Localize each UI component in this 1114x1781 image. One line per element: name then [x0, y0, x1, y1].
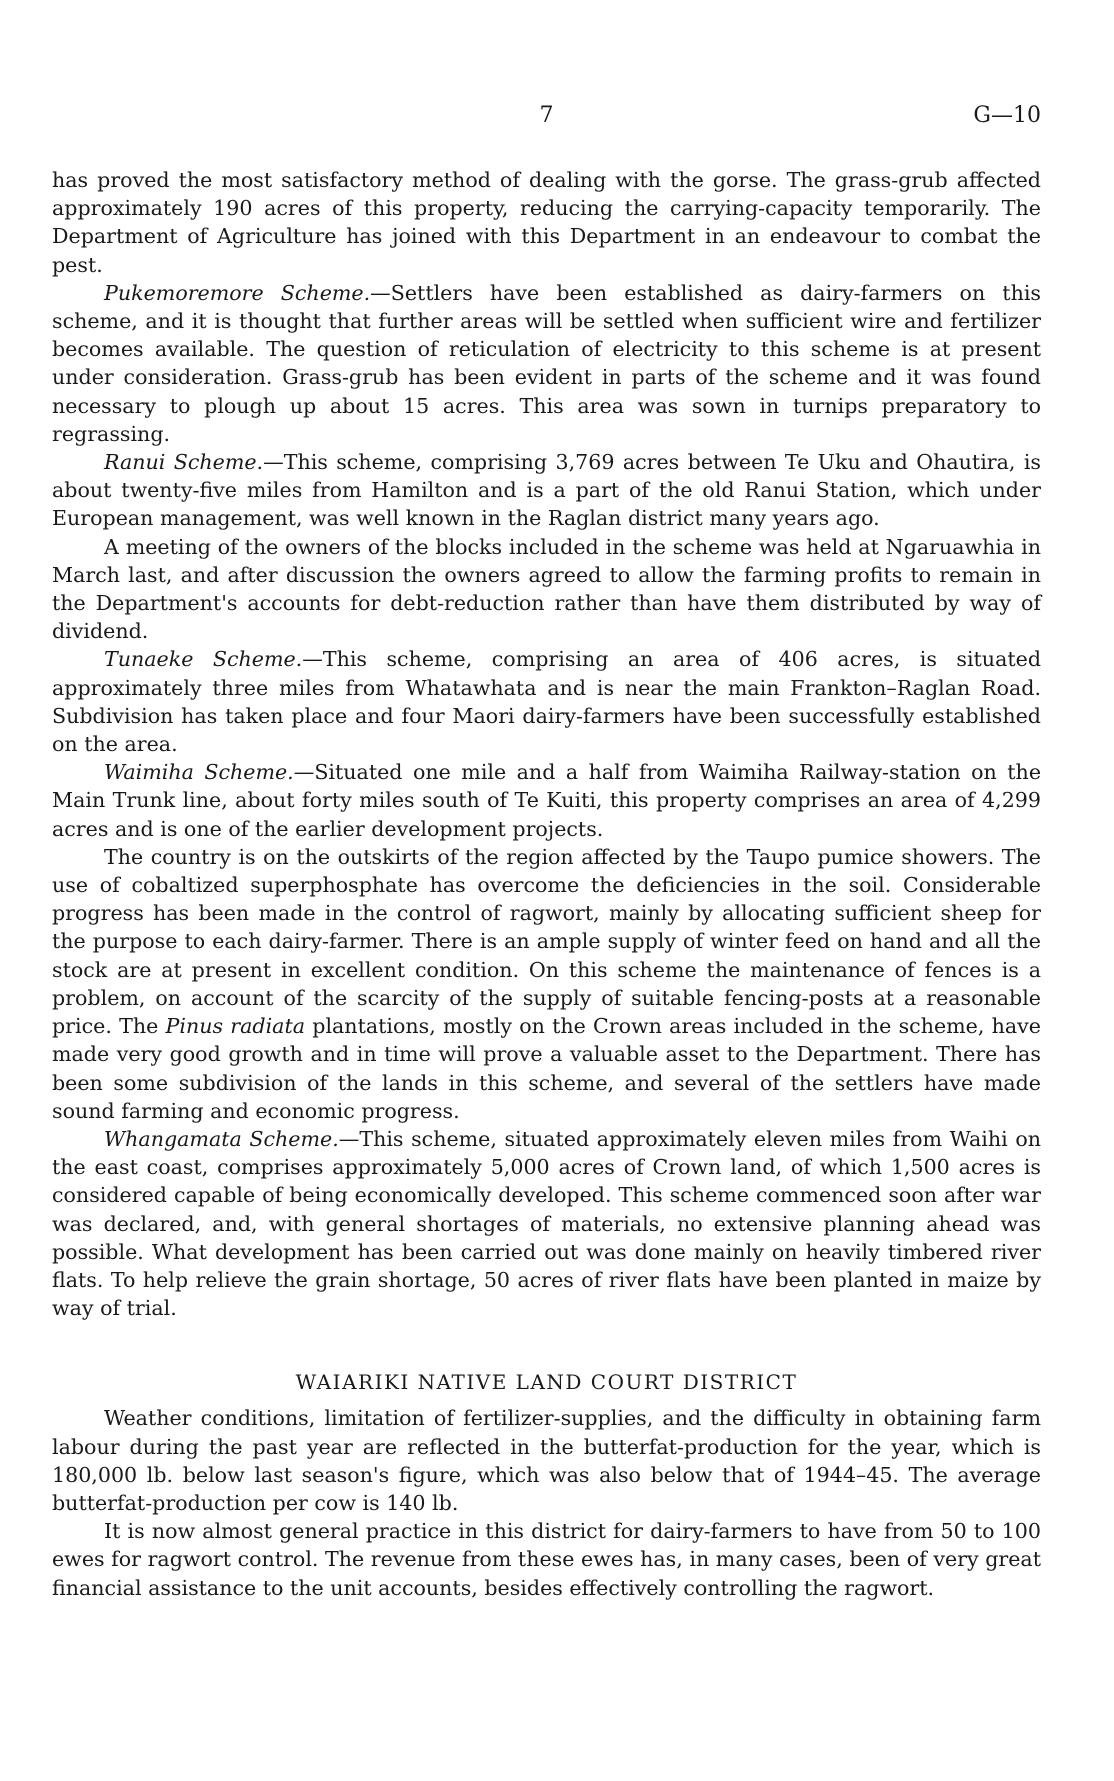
species-name: Pinus radiata	[165, 1014, 306, 1039]
page-header	[52, 96, 1041, 136]
paragraph-text: plantations, mostly on the Crown areas included in the scheme, have made very good growth and in time will prove a valuable asset to the Department. There has been some subdivision of the lands in this scheme, and several of the settlers have made sound farming and economic progress.	[52, 1014, 1041, 1123]
paragraph-ranui	[52, 448, 1041, 533]
scheme-title: Whangamata Scheme.	[104, 1126, 339, 1151]
scheme-title: Waimiha Scheme.	[104, 760, 294, 785]
paragraph-text: Weather conditions, limitation of fertilizer-supplies, and the difficulty in obtaining farm labour during the past year are reflected in the butterfat-production for the year, which is 180,000 lb. below last season's figure, which was also below that of 1944–45. The average butterfat-production per cow is 140 lb.	[52, 1406, 1041, 1515]
document-body	[52, 166, 1041, 1602]
paragraph-text: —Situated one mile and a half from Waimiha Railway-station on the Main Trunk line, about forty miles south of Te Kuiti, this property comprises an area of 4,299 acres and is one of the earlier development projects.	[52, 760, 1042, 841]
paragraph-text: —This scheme, comprising an area of 406 acres, is situated approximately three miles from Whatawhata and is near the main Frankton–Raglan Road. Subdivision has taken place and four Maori dairy-farmers have been successfully established on the area.	[52, 647, 1041, 757]
scheme-title: Tunaeke Scheme.	[104, 647, 303, 672]
paragraph	[52, 1404, 1041, 1517]
paragraph	[52, 533, 1041, 646]
paragraph-tunaeke	[52, 645, 1041, 758]
paragraph-text: has proved the most satisfactory method of dealing with the gorse. The grass-grub affected approximately 190 acres of this property, reducing the carrying-capacity temporarily. The Department of Agriculture has joined with this Department in an endeavour to combat the pest.	[52, 168, 1041, 277]
paragraph-text: —This scheme, situated approximately eleven miles from Waihi on the east coast, comprises approximately 5,000 acres of Crown land, of which 1,500 acres is considered capable of being economically developed. This scheme commenced soon after war was declared, and, with general shortages of materials, no extensive planning ahead was possible. What development has been carried out was done mainly on heavily timbered river flats. To help relieve the grain shortage, 50 acres of river flats have been planted in maize by way of trial.	[52, 1126, 1041, 1321]
paragraph-text: —This scheme, comprising 3,769 acres between Te Uku and Ohautira, is about twenty-five miles from Hamilton and is a part of the old Ranui Station, which under European management, was well known in the Raglan district many years ago.	[52, 450, 1041, 531]
section-heading: WAIARIKI NATIVE LAND COURT DISTRICT	[295, 1370, 798, 1395]
paragraph-waimiha	[52, 758, 1041, 843]
paragraph-text: A meeting of the owners of the blocks included in the scheme was held at Ngaruawhia in March last, and after discussion the owners agreed to allow the farming profits to remain in the Department's accounts for debt-reduction rather than have them distributed by way of dividend.	[52, 534, 1041, 644]
paragraph-pukemoremore	[52, 279, 1041, 448]
document-reference: G—10	[973, 103, 1041, 128]
paragraph	[52, 166, 1041, 279]
paragraph-whangamata	[52, 1125, 1041, 1322]
paragraph-text: It is now almost general practice in this district for dairy-farmers to have from 50 to 100 ewes for ragwort control. The revenue from these ewes has, in many cases, been of very great financial assistance to the unit accounts, besides effectively controlling the ragwort.	[52, 1519, 1041, 1600]
paragraph-text: The country is on the outskirts of the region affected by the Taupo pumice showers. The use of cobaltized superphosphate has overcome the deficiencies in the soil. Considerable progress has been made in the control of ragwort, mainly by allocating sufficient sheep for the purpose to each dairy-farmer. There is an ample supply of winter feed on hand and all the stock are at present in excellent condition. On this scheme the maintenance of fences is a problem, on account of the scarcity of the supply of suitable fencing-posts at a reasonable price. The	[52, 844, 1041, 1039]
scheme-title: Pukemoremore Scheme.	[104, 280, 371, 305]
page-number: 7	[539, 103, 554, 128]
paragraph-waimiha-continued	[52, 843, 1041, 1125]
scheme-title: Ranui Scheme.	[104, 450, 264, 475]
paragraph-text: —Settlers have been established as dairy-farmers on this scheme, and it is thought that further areas will be settled when sufficient wire and fertilizer becomes available. The question of reticulation of electricity to this scheme is at present under consideration. Grass-grub has been evident in parts of the scheme and it was found necessary to plough up about 15 acres. This area was sown in turnips preparatory to regrassing.	[52, 280, 1042, 446]
paragraph	[52, 1517, 1041, 1602]
